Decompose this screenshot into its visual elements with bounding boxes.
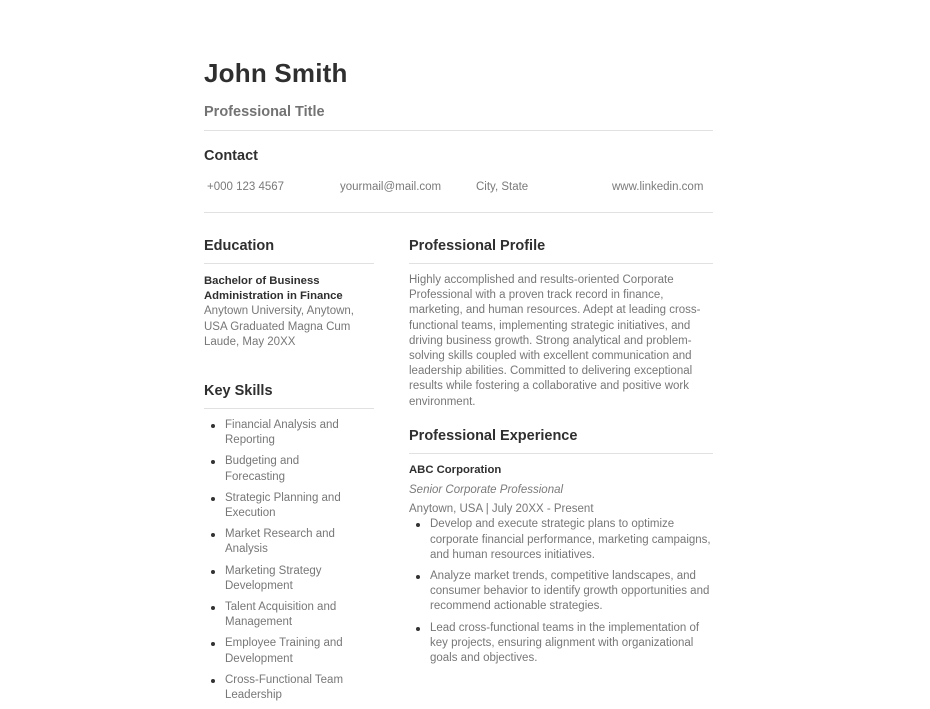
- contact-heading: Contact: [204, 148, 258, 164]
- skills-section: [204, 383, 376, 709]
- education-section: [204, 238, 376, 350]
- professional-title: Professional Title: [204, 104, 325, 120]
- divider: [204, 130, 713, 131]
- contact-location: City, State: [476, 181, 529, 193]
- education-details: Anytown University, Anytown, USA Graduated Magna Cum Laude, May 20XX: [204, 305, 354, 348]
- skill-item: Employee Training and Development: [204, 636, 354, 666]
- skill-item: Financial Analysis and Reporting: [204, 418, 354, 448]
- duty-item: Develop and execute strategic plans to optimize corporate financial performance, marketing campaigns, and human resources initiatives.: [409, 517, 711, 563]
- divider: [204, 212, 713, 213]
- duties-list: [409, 517, 711, 666]
- skill-item: Cross-Functional Team Leadership: [204, 673, 354, 703]
- experience-company: ABC Corporation: [409, 464, 502, 476]
- duty-item: Analyze market trends, competitive landscapes, and consumer behavior to identify growth opportunities and recommend actionable strategies.: [409, 569, 711, 615]
- contact-email: yourmail@mail.com: [340, 181, 442, 193]
- skill-item: Marketing Strategy Development: [204, 564, 354, 594]
- experience-heading: Professional Experience: [409, 428, 578, 444]
- skills-heading: Key Skills: [204, 383, 273, 399]
- divider: [204, 408, 374, 409]
- profile-section: [409, 238, 714, 410]
- contact-phone: +000 123 4567: [207, 181, 285, 193]
- profile-text: Highly accomplished and results-oriented Corporate Professional with a proven track record in finance, marketing, and human resources. Adept at leading cross-functional teams, implementing strategic initiatives, and driving business growth. Strong analytical and problem-solving skills coupled with excellent communication and leadership abilities. Committed to delivering exceptional results while fostering a collaborative and positive work environment.: [409, 274, 701, 408]
- duty-item: Lead cross-functional teams in the implementation of key projects, ensuring alignment with organizational goals and objectives.: [409, 621, 711, 667]
- education-degree: Bachelor of Business Administration in Finance: [204, 275, 343, 303]
- divider: [409, 453, 713, 454]
- skill-item: Strategic Planning and Execution: [204, 491, 354, 521]
- experience-section: [409, 428, 714, 672]
- contact-website: www.linkedin.com: [612, 181, 704, 193]
- skill-item: Talent Acquisition and Management: [204, 600, 354, 630]
- skill-item: Budgeting and Forecasting: [204, 454, 354, 484]
- candidate-name: John Smith: [204, 58, 348, 88]
- divider: [409, 263, 713, 264]
- skill-item: Market Research and Analysis: [204, 527, 354, 557]
- education-heading: Education: [204, 238, 275, 254]
- profile-heading: Professional Profile: [409, 238, 546, 254]
- experience-role: Senior Corporate Professional: [409, 484, 564, 497]
- experience-meta: Anytown, USA | July 20XX - Present: [409, 503, 594, 516]
- divider: [204, 263, 374, 264]
- skills-list: [204, 418, 354, 703]
